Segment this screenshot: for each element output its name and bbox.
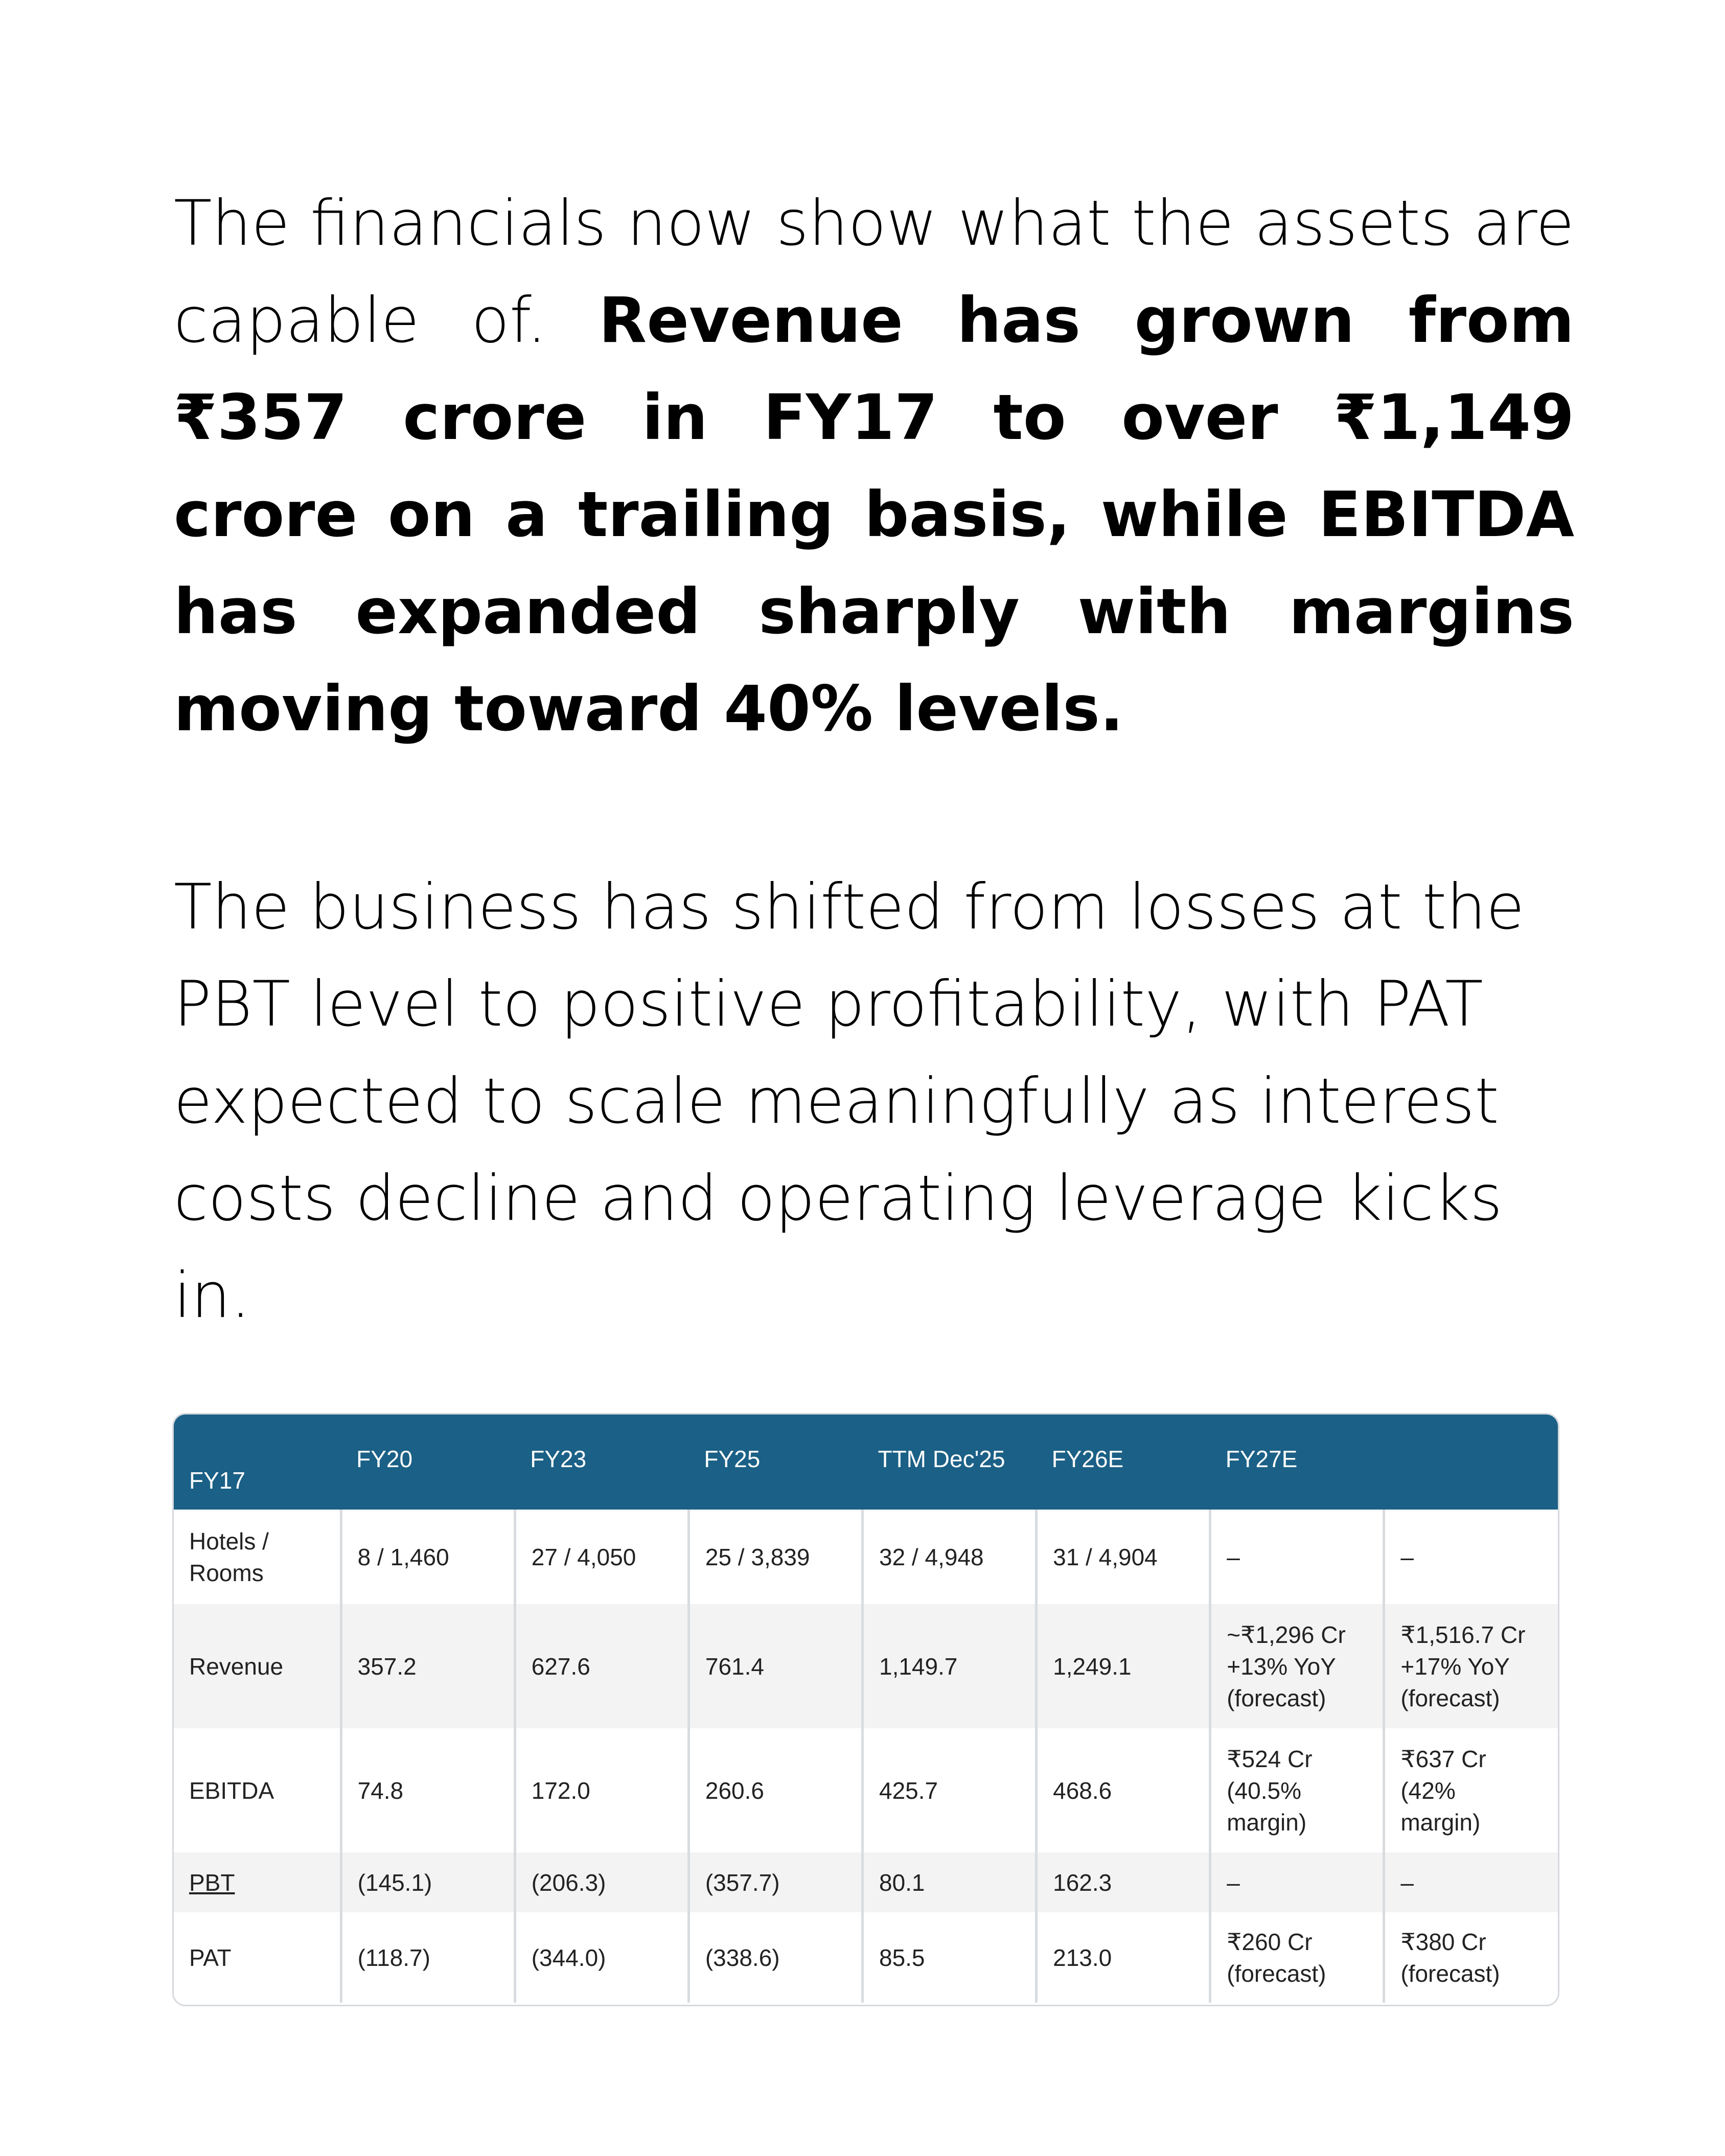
table-cell: 25 / 3,839 xyxy=(688,1510,862,1604)
header-fy26e: FY26E xyxy=(1051,1446,1124,1472)
table-cell: 32 / 4,948 xyxy=(862,1510,1036,1604)
table-cell: 172.0 xyxy=(515,1728,688,1852)
table-cell: (145.1) xyxy=(341,1852,515,1912)
table-cell: ₹260 Cr (forecast) xyxy=(1210,1912,1384,2003)
intro-plain-text: The financials now show what the assets are capable of. xyxy=(174,187,1574,357)
table-cell: 1,249.1 xyxy=(1037,1604,1210,1728)
table-cell: – xyxy=(1210,1510,1384,1604)
financials-table xyxy=(174,1415,1558,2003)
table-row xyxy=(174,1852,1558,1912)
table-cell: 425.7 xyxy=(862,1728,1036,1852)
header-fy27e: FY27E xyxy=(1225,1446,1298,1472)
table-cell: 1,149.7 xyxy=(862,1604,1036,1728)
table-row xyxy=(174,1728,1558,1852)
header-fy23: FY23 xyxy=(530,1446,587,1472)
table-cell: ₹524 Cr (40.5% margin) xyxy=(1210,1728,1384,1852)
table-cell: ₹380 Cr (forecast) xyxy=(1384,1912,1558,2003)
row-label-revenue: Revenue xyxy=(174,1604,341,1728)
table-cell: 260.6 xyxy=(688,1728,862,1852)
table-header-row xyxy=(174,1415,1558,1510)
table-row xyxy=(174,1510,1558,1604)
table-cell: 357.2 xyxy=(341,1604,515,1728)
table-cell: – xyxy=(1384,1852,1558,1912)
table-cell: 8 / 1,460 xyxy=(341,1510,515,1604)
table-cell: 31 / 4,904 xyxy=(1037,1510,1210,1604)
table-cell: 213.0 xyxy=(1037,1912,1210,2003)
table-cell: (118.7) xyxy=(341,1912,515,2003)
table-cell: – xyxy=(1384,1510,1558,1604)
table-cell: 162.3 xyxy=(1037,1852,1210,1912)
table-cell: ₹637 Cr (42% margin) xyxy=(1384,1728,1558,1852)
table-cell: 468.6 xyxy=(1037,1728,1210,1852)
table-cell: 761.4 xyxy=(688,1604,862,1728)
table-cell: (206.3) xyxy=(515,1852,688,1912)
table-cell: ₹1,516.7 Cr +17% YoY (forecast) xyxy=(1384,1604,1558,1728)
table-cell: (357.7) xyxy=(688,1852,862,1912)
financials-table-container xyxy=(172,1413,1559,2006)
table-cell: ~₹1,296 Cr +13% YoY (forecast) xyxy=(1210,1604,1384,1728)
table-cell: 27 / 4,050 xyxy=(515,1510,688,1604)
intro-paragraph xyxy=(174,175,1574,757)
profitability-paragraph: The business has shifted from losses at the PBT level to positive profitability, with PAT expected to scale meaningfully as interest costs decline and operating leverage kicks in. xyxy=(174,871,1525,1332)
table-cell: – xyxy=(1210,1852,1384,1912)
row-label-hotels-rooms: Hotels / Rooms xyxy=(174,1510,341,1604)
table-cell: (344.0) xyxy=(515,1912,688,2003)
header-ttm-dec25: TTM Dec'25 xyxy=(878,1446,1005,1472)
table-cell: 627.6 xyxy=(515,1604,688,1728)
row-label-pat: PAT xyxy=(174,1912,341,2003)
header-blank xyxy=(1384,1415,1558,1510)
pbt-label-text: PBT xyxy=(189,1869,235,1896)
header-fy25: FY25 xyxy=(704,1446,761,1472)
table-cell: 80.1 xyxy=(862,1852,1036,1912)
header-fy20: FY20 xyxy=(356,1446,413,1472)
header-fy17: FY17 xyxy=(189,1467,245,1494)
table-cell: 74.8 xyxy=(341,1728,515,1852)
table-cell: (338.6) xyxy=(688,1912,862,2003)
row-label-ebitda: EBITDA xyxy=(174,1728,341,1852)
intro-bold-text: Revenue has grown from ₹357 crore in FY17 to over ₹1,149 crore on a trailing basis, while EBITDA has expanded sharply with margins moving toward 40% levels. xyxy=(174,284,1574,745)
row-label-pbt xyxy=(174,1852,341,1912)
table-row xyxy=(174,1912,1558,2003)
table-cell: 85.5 xyxy=(862,1912,1036,2003)
table-row xyxy=(174,1604,1558,1728)
